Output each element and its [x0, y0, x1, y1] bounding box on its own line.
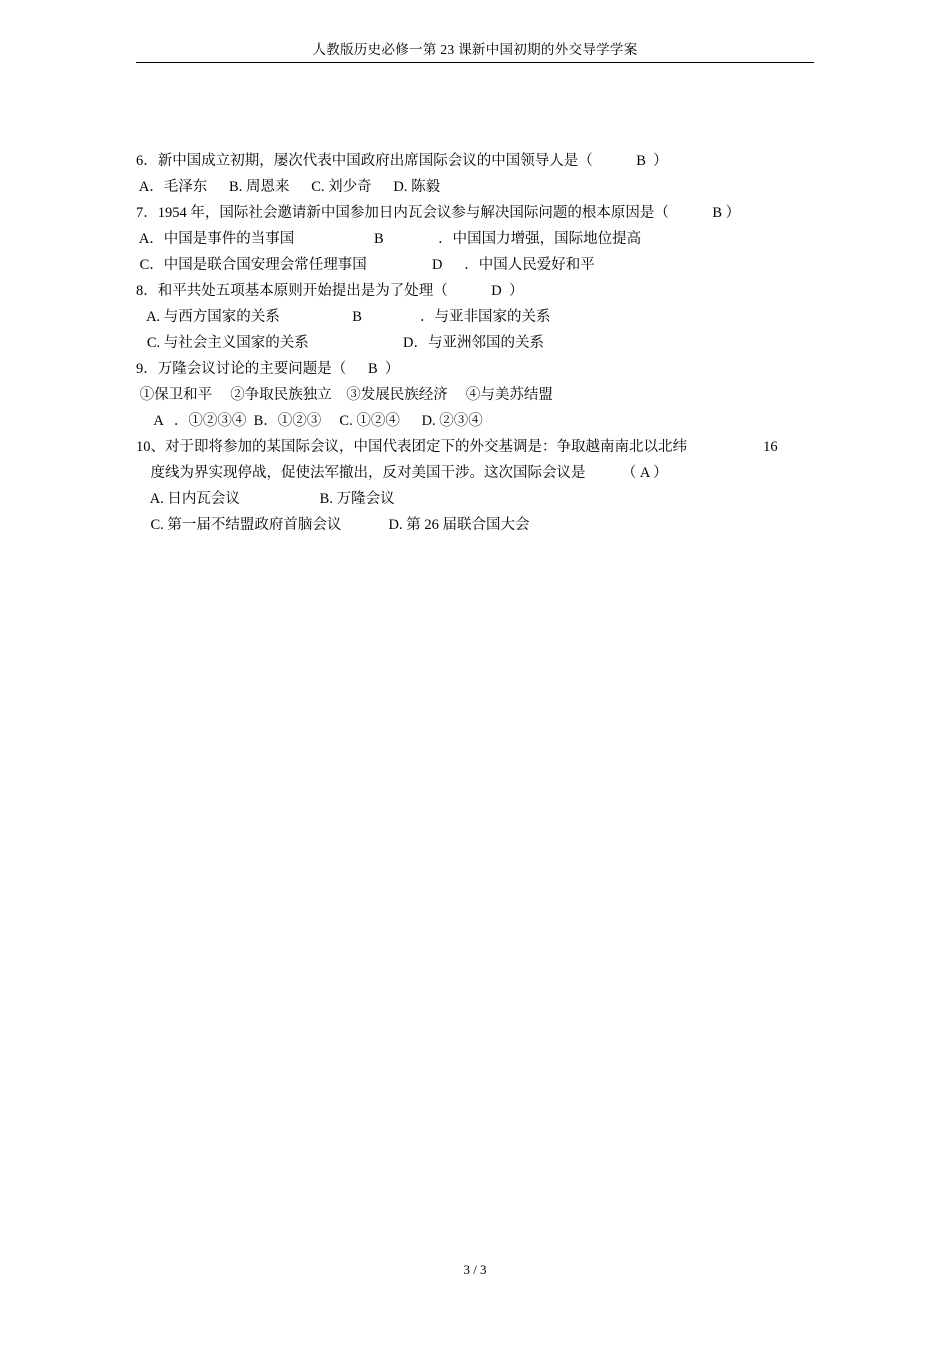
question-item [136, 200, 826, 278]
header-divider [136, 62, 814, 63]
question-item [136, 278, 826, 356]
question-option-line: A．中国是事件的当事国 B ．中国国力增强，国际地位提高 [136, 231, 642, 247]
page-footer: 3 / 3 [463, 1262, 487, 1277]
question-stem: 8．和平共处五项基本原则开始提出是为了处理（ D ） [136, 283, 524, 299]
question-option-line: A. 日内瓦会议 B. 万隆会议 [136, 491, 395, 507]
question-item [136, 434, 826, 538]
question-stem: 9．万隆会议讨论的主要问题是（ B ） [136, 361, 400, 377]
question-item [136, 148, 826, 200]
question-option-line: C. 与社会主义国家的关系 D．与亚洲邻国的关系 [136, 335, 545, 351]
page-header: 人教版历史必修一第 23 课新中国初期的外交导学学案 [312, 42, 638, 57]
question-option-line: A．毛泽东 B. 周恩来 C. 刘少奇 D. 陈毅 [136, 179, 441, 195]
question-stem: 6．新中国成立初期，屡次代表中国政府出席国际会议的中国领导人是（ B ） [136, 153, 668, 169]
question-option-line: C. 第一届不结盟政府首脑会议 D. 第 26 届联合国大会 [136, 517, 530, 533]
question-option-line: 度线为界实现停战，促使法军撤出，反对美国干涉。这次国际会议是 （ A ） [136, 465, 668, 481]
question-option-line: C．中国是联合国安理会常任理事国 D ．中国人民爱好和平 [136, 257, 595, 273]
question-option-line: A. 与西方国家的关系 B ．与亚非国家的关系 [136, 309, 551, 325]
question-stem: 10、对于即将参加的某国际会议，中国代表团定下的外交基调是：争取越南南北以北纬 16 [136, 439, 778, 455]
question-option-line: A ．①②③④ B．①②③ C. ①②④ D. ②③④ [136, 413, 483, 429]
question-stem: 7．1954 年，国际社会邀请新中国参加日内瓦会议参与解决国际问题的根本原因是（ B ） [136, 205, 741, 221]
question-option-line: ①保卫和平 ②争取民族独立 ③发展民族经济 ④与美苏结盟 [136, 387, 553, 403]
question-list [136, 148, 826, 538]
question-item [136, 356, 826, 434]
